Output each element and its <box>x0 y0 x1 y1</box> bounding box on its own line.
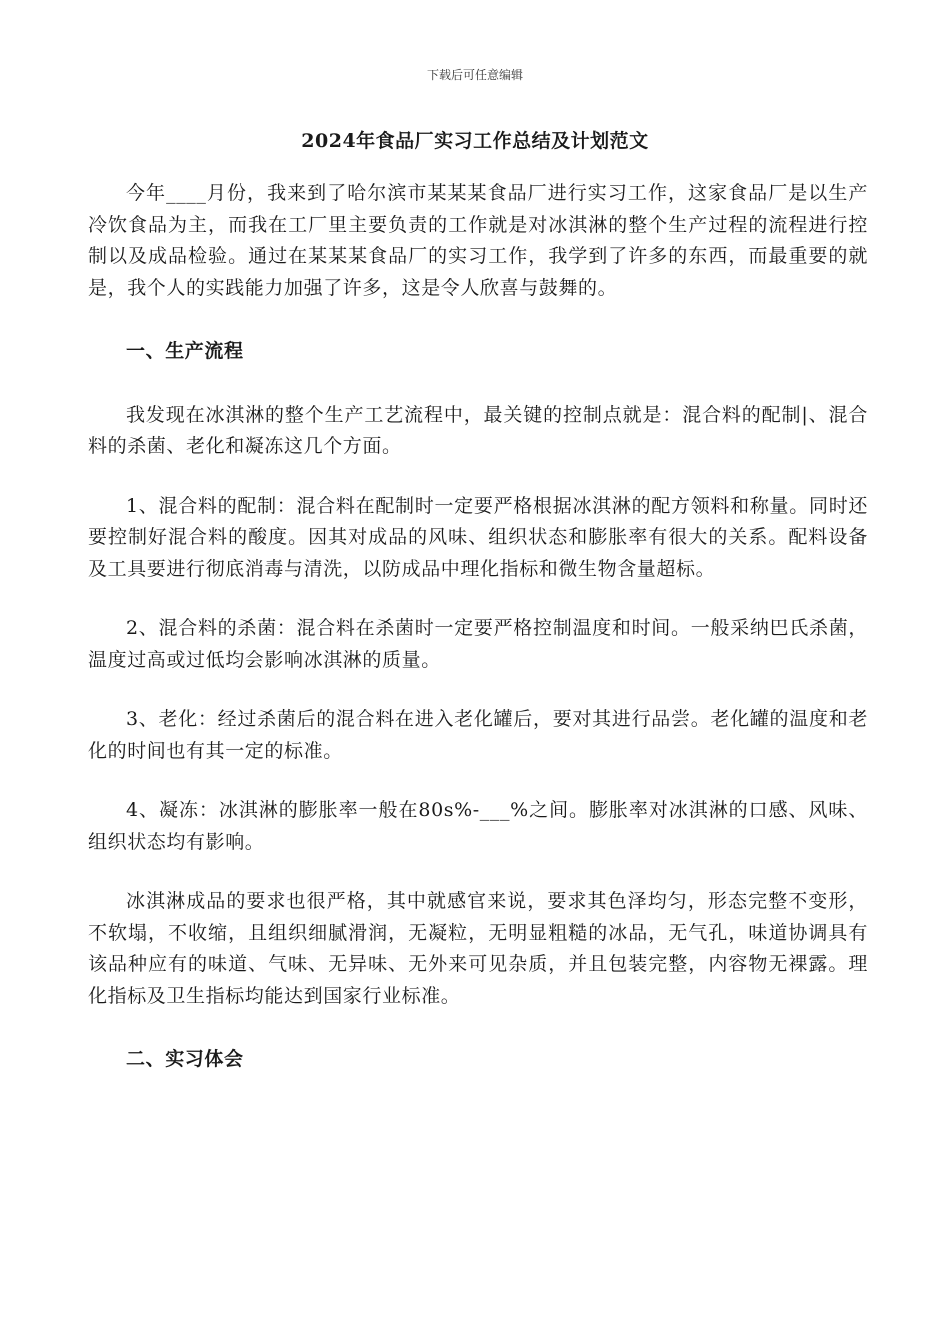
document-title: 2024年食品厂实习工作总结及计划范文 <box>301 130 649 152</box>
product-requirements-paragraph: 冰淇淋成品的要求也很严格，其中就感官来说，要求其色泽均匀，形态完整不变形，不软塌，不收缩，且组织细腻滑润，无凝粒，无明显粗糙的冰品，无气孔，味道协调具有该品种应有的味道、气味、无异味、无外来可见杂质，并且包装完整，内容物无裸露。理化指标及卫生指标均能达到国家行业标准。 <box>88 890 868 1007</box>
item-aging-paragraph: 3、老化：经过杀菌后的混合料在进入老化罐后，要对其进行品尝。老化罐的温度和老化的时间也有其一定的标准。 <box>88 708 868 762</box>
intro-paragraph: 今年____月份，我来到了哈尔滨市某某某食品厂进行实习工作，这家食品厂是以生产冷饮食品为主，而我在工厂里主要负责的工作就是对冰淇淋的整个生产过程的流程进行控制以及成品检验。通过在某某某食品厂的实习工作，我学到了许多的东西，而最重要的就是，我个人的实践能力加强了许多，这是令人欣喜与鼓舞的。 <box>88 182 868 299</box>
item-freezing-paragraph: 4、凝冻：冰淇淋的膨胀率一般在80s%-___%之间。膨胀率对冰淇淋的口感、风味、组织状态均有影响。 <box>88 799 868 853</box>
document-body <box>88 178 868 1076</box>
section-heading-experience: 二、实习体会 <box>126 1048 244 1070</box>
section-heading-production: 一、生产流程 <box>126 340 244 362</box>
item-sterilization-paragraph: 2、混合料的杀菌：混合料在杀菌时一定要严格控制温度和时间。一般采纳巴氏杀菌，温度过高或过低均会影响冰淇淋的质量。 <box>88 617 868 671</box>
production-intro-paragraph: 我发现在冰淇淋的整个生产工艺流程中，最关键的控制点就是：混合料的配制|、混合料的杀菌、老化和凝冻这几个方面。 <box>88 403 868 457</box>
item-mixing-paragraph: 1、混合料的配制：混合料在配制时一定要严格根据冰淇淋的配方领料和称量。同时还要控制好混合料的酸度。因其对成品的风味、组织状态和膨胀率有很大的关系。配料设备及工具要进行彻底消毒与清洗，以防成品中理化指标和微生物含量超标。 <box>88 494 868 580</box>
page-header-note: 下载后可任意编辑 <box>426 68 523 82</box>
